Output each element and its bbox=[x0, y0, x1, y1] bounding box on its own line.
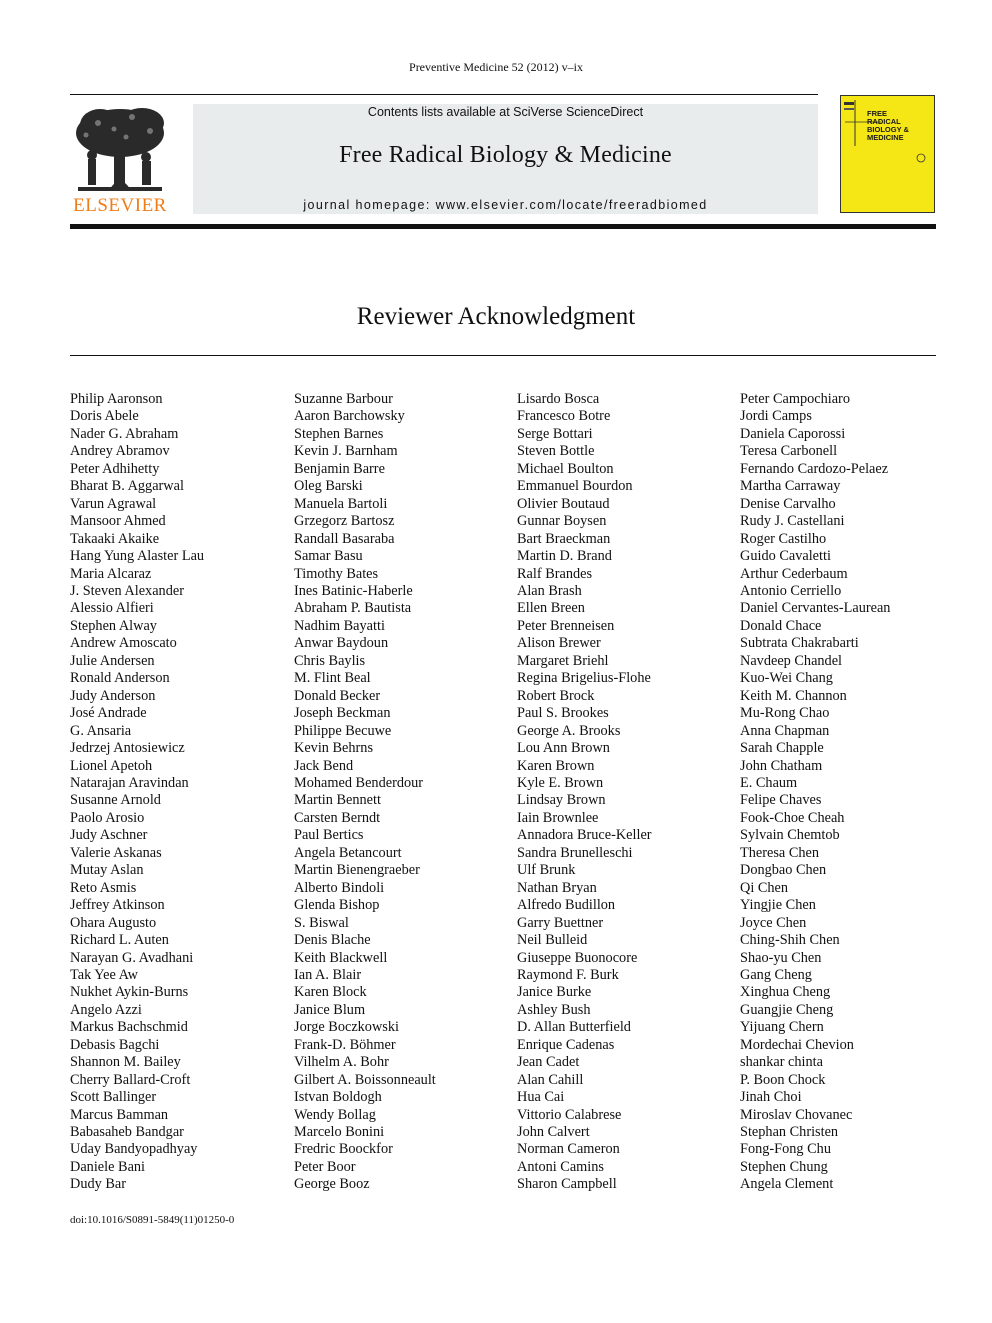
reviewer-name: Fong-Fong Chu bbox=[740, 1141, 831, 1158]
reviewer-name: Tak Yee Aw bbox=[70, 966, 138, 983]
reviewer-name: Mutay Aslan bbox=[70, 862, 144, 879]
reviewer-name: Valerie Askanas bbox=[70, 844, 162, 861]
reviewer-name: Nukhet Aykin-Burns bbox=[70, 984, 189, 1001]
reviewer-name: Alan Brash bbox=[517, 582, 582, 599]
reviewer-name: Debasis Bagchi bbox=[70, 1036, 160, 1053]
reviewer-name: Fook-Choe Cheah bbox=[740, 809, 845, 826]
reviewer-name: Xinghua Cheng bbox=[740, 984, 831, 1001]
cover-title-line: RADICAL bbox=[867, 117, 901, 126]
reviewer-name: Robert Brock bbox=[517, 687, 595, 704]
reviewer-name: Peter Boor bbox=[294, 1158, 356, 1175]
reviewer-name: Dudy Bar bbox=[70, 1176, 126, 1193]
reviewer-name: John Calvert bbox=[517, 1124, 590, 1141]
reviewer-name: Jack Bend bbox=[294, 757, 354, 774]
reviewer-name: Michael Boulton bbox=[517, 460, 614, 477]
reviewer-name: Sharon Campbell bbox=[517, 1176, 617, 1193]
reviewer-name: D. Allan Butterfield bbox=[517, 1019, 631, 1036]
reviewer-name: Serge Bottari bbox=[517, 425, 593, 442]
reviewer-name: Aaron Barchowsky bbox=[294, 408, 405, 425]
reviewer-name: Sarah Chapple bbox=[740, 740, 824, 757]
reviewer-name: Varun Agrawal bbox=[70, 495, 157, 512]
reviewer-name: Guido Cavaletti bbox=[740, 548, 831, 565]
reviewer-name: Wendy Bollag bbox=[294, 1106, 376, 1123]
reviewer-name: Stephen Barnes bbox=[294, 425, 384, 442]
reviewer-name: Kuo-Wei Chang bbox=[740, 670, 833, 687]
reviewer-name: Peter Adhihetty bbox=[70, 460, 160, 477]
reviewer-name: Judy Aschner bbox=[70, 827, 148, 844]
reviewer-name: Susanne Arnold bbox=[70, 792, 161, 809]
reviewer-name: Mordechai Chevion bbox=[740, 1036, 854, 1053]
reviewer-name: Donald Chace bbox=[740, 617, 822, 634]
reviewer-name: Joseph Beckman bbox=[294, 705, 391, 722]
reviewer-name: Janice Burke bbox=[517, 984, 592, 1001]
reviewer-name: Benjamin Barre bbox=[294, 460, 385, 477]
reviewer-name: Samar Basu bbox=[294, 548, 363, 565]
reviewer-name: Vittorio Calabrese bbox=[517, 1106, 622, 1123]
reviewer-name: Jordi Camps bbox=[740, 408, 812, 425]
reviewer-name: Sandra Brunelleschi bbox=[517, 844, 633, 861]
reviewer-name: Frank-D. Böhmer bbox=[294, 1036, 396, 1053]
reviewer-name: Keith Blackwell bbox=[294, 949, 388, 966]
reviewer-name: Shannon M. Bailey bbox=[70, 1054, 181, 1071]
reviewer-name: Marcus Bamman bbox=[70, 1106, 169, 1123]
reviewer-name: shankar chinta bbox=[740, 1054, 823, 1071]
reviewer-name: Nader G. Abraham bbox=[70, 425, 179, 442]
reviewer-name: Yingjie Chen bbox=[740, 897, 816, 914]
reviewer-name: Neil Bulleid bbox=[517, 932, 588, 949]
reviewer-name: Martin D. Brand bbox=[517, 548, 612, 565]
reviewer-name: Takaaki Akaike bbox=[70, 530, 160, 547]
reviewer-name: Scott Ballinger bbox=[70, 1089, 157, 1106]
reviewer-name: Garry Buettner bbox=[517, 914, 604, 931]
reviewer-name: Martin Bienengraeber bbox=[294, 862, 420, 879]
reviewer-name: Francesco Botre bbox=[517, 408, 611, 425]
reviewer-name: Yijuang Chern bbox=[740, 1019, 824, 1036]
reviewer-name: Enrique Cadenas bbox=[517, 1036, 615, 1053]
reviewer-name: Lisardo Bosca bbox=[517, 391, 600, 407]
reviewer-name: Olivier Boutaud bbox=[517, 495, 610, 512]
reviewer-name: Grzegorz Bartosz bbox=[294, 513, 395, 530]
reviewer-name: Rudy J. Castellani bbox=[740, 513, 845, 530]
reviewer-column bbox=[740, 391, 960, 1194]
reviewer-name: Denise Carvalho bbox=[740, 495, 836, 512]
reviewer-name: Kyle E. Brown bbox=[517, 774, 604, 791]
journal-cover bbox=[840, 95, 935, 213]
reviewer-name: Abraham P. Bautista bbox=[294, 600, 412, 617]
reviewer-name: Jorge Boczkowski bbox=[294, 1019, 399, 1036]
reviewer-name: Lindsay Brown bbox=[517, 792, 606, 809]
reviewer-name: Dongbao Chen bbox=[740, 862, 827, 879]
reviewer-name: Marcelo Bonini bbox=[294, 1124, 385, 1141]
reviewer-name: Babasaheb Bandgar bbox=[70, 1124, 184, 1141]
reviewer-name: Stephan Christen bbox=[740, 1124, 839, 1141]
reviewer-name: P. Boon Chock bbox=[740, 1071, 826, 1088]
reviewer-name: Bart Braeckman bbox=[517, 530, 611, 547]
reviewer-name: J. Steven Alexander bbox=[70, 582, 184, 599]
reviewer-name: Philip Aaronson bbox=[70, 391, 163, 407]
reviewer-name: Philippe Becuwe bbox=[294, 722, 392, 739]
reviewer-name: Nadhim Bayatti bbox=[294, 617, 385, 634]
reviewer-name: Margaret Briehl bbox=[517, 652, 609, 669]
reviewer-name: Stephen Chung bbox=[740, 1158, 828, 1175]
cover-title bbox=[867, 110, 909, 142]
reviewer-name: Uday Bandyopadhyay bbox=[70, 1141, 198, 1158]
reviewer-name: Angela Betancourt bbox=[294, 844, 402, 861]
reviewer-name: Miroslav Chovanec bbox=[740, 1106, 853, 1123]
reviewer-name: Paul S. Brookes bbox=[517, 705, 609, 722]
reviewer-column bbox=[294, 391, 514, 1194]
reviewer-name: Joyce Chen bbox=[740, 914, 807, 931]
reviewer-name: Ashley Bush bbox=[517, 1001, 591, 1018]
reviewer-name: Fernando Cardozo-Pelaez bbox=[740, 460, 889, 477]
reviewer-name: Qi Chen bbox=[740, 879, 789, 896]
reviewer-name: Mansoor Ahmed bbox=[70, 513, 166, 530]
reviewer-name: Ronald Anderson bbox=[70, 670, 170, 687]
header-thick-rule bbox=[70, 224, 936, 229]
reviewer-name: G. Ansaria bbox=[70, 722, 132, 739]
reviewer-name: Kevin Behrns bbox=[294, 740, 374, 757]
reviewer-name: Anwar Baydoun bbox=[294, 635, 389, 652]
reviewer-name: Daniel Cervantes-Laurean bbox=[740, 600, 891, 617]
reviewer-name: E. Chaum bbox=[740, 774, 798, 791]
reviewer-list bbox=[70, 391, 936, 1201]
reviewer-name: Subtrata Chakrabarti bbox=[740, 635, 859, 652]
contents-line[interactable]: Contents lists available at SciVerse ScienceDirect bbox=[367, 105, 644, 119]
publisher-name: ELSEVIER bbox=[73, 195, 167, 216]
reviewer-name: Vilhelm A. Bohr bbox=[294, 1054, 389, 1071]
title-rule bbox=[70, 355, 936, 356]
reviewer-name: Hua Cai bbox=[517, 1089, 565, 1106]
reviewer-name: Norman Cameron bbox=[517, 1141, 620, 1158]
reviewer-name: Hang Yung Alaster Lau bbox=[70, 548, 205, 565]
reviewer-name: Arthur Cederbaum bbox=[740, 565, 848, 582]
reviewer-name: Shao-yu Chen bbox=[740, 949, 822, 966]
reviewer-name: Martin Bennett bbox=[294, 792, 381, 809]
reviewer-name: Jean Cadet bbox=[517, 1054, 580, 1071]
reviewer-name: Karen Brown bbox=[517, 757, 595, 774]
reviewer-name: Sylvain Chemtob bbox=[740, 827, 840, 844]
reviewer-name: Raymond F. Burk bbox=[517, 966, 619, 983]
reviewer-name: Bharat B. Aggarwal bbox=[70, 478, 184, 495]
reviewer-name: Maria Alcaraz bbox=[70, 565, 152, 582]
elsevier-tree-icon bbox=[70, 103, 170, 195]
reviewer-name: Theresa Chen bbox=[740, 844, 819, 861]
running-head: Preventive Medicine 52 (2012) v–ix bbox=[409, 60, 583, 74]
reviewer-name: Daniele Bani bbox=[70, 1158, 146, 1175]
reviewer-name: Richard L. Auten bbox=[70, 932, 169, 949]
reviewer-name: Roger Castilho bbox=[740, 530, 827, 547]
article-title: Reviewer Acknowledgment bbox=[356, 303, 636, 330]
reviewer-name: Steven Bottle bbox=[517, 443, 595, 460]
reviewer-name: Judy Anderson bbox=[70, 687, 156, 704]
reviewer-name: Annadora Bruce-Keller bbox=[517, 827, 652, 844]
reviewer-name: Lionel Apetoh bbox=[70, 757, 153, 774]
reviewer-name: Gilbert A. Boissonneault bbox=[294, 1071, 436, 1088]
reviewer-name: Ines Batinic-Haberle bbox=[294, 582, 413, 599]
reviewer-name: Martha Carraway bbox=[740, 478, 841, 495]
reviewer-name: Ian A. Blair bbox=[294, 966, 362, 983]
reviewer-name: Janice Blum bbox=[294, 1001, 366, 1018]
reviewer-name: Keith M. Channon bbox=[740, 687, 847, 704]
reviewer-name: Denis Blache bbox=[294, 932, 371, 949]
reviewer-name: Ralf Brandes bbox=[517, 565, 593, 582]
reviewer-name: Markus Bachschmid bbox=[70, 1019, 188, 1036]
reviewer-name: Gang Cheng bbox=[740, 966, 812, 983]
reviewer-name: Jeffrey Atkinson bbox=[70, 897, 165, 914]
reviewer-name: Oleg Barski bbox=[294, 478, 363, 495]
reviewer-name: Mohamed Benderdour bbox=[294, 774, 424, 791]
reviewer-name: Andrew Amoscato bbox=[70, 635, 177, 652]
reviewer-name: Karen Block bbox=[294, 984, 367, 1001]
reviewer-name: Ellen Breen bbox=[517, 600, 585, 617]
reviewer-name: Alan Cahill bbox=[517, 1071, 584, 1088]
journal-title: Free Radical Biology & Medicine bbox=[339, 142, 672, 168]
reviewer-name: Carsten Berndt bbox=[294, 809, 381, 826]
reviewer-name: Mu-Rong Chao bbox=[740, 705, 830, 722]
reviewer-name: Paolo Arosio bbox=[70, 809, 145, 826]
reviewer-name: Teresa Carbonell bbox=[740, 443, 838, 460]
reviewer-name: Donald Becker bbox=[294, 687, 381, 704]
reviewer-name: Angela Clement bbox=[740, 1176, 834, 1193]
journal-banner bbox=[193, 104, 818, 214]
reviewer-name: Stephen Alway bbox=[70, 617, 157, 634]
reviewer-name: Angelo Azzi bbox=[70, 1001, 142, 1018]
reviewer-name: George Booz bbox=[294, 1176, 370, 1193]
reviewer-name: George A. Brooks bbox=[517, 722, 621, 739]
reviewer-name: Antoni Camins bbox=[517, 1158, 604, 1175]
reviewer-name: Julie Andersen bbox=[70, 652, 155, 669]
reviewer-name: John Chatham bbox=[740, 757, 823, 774]
reviewer-name: Anna Chapman bbox=[740, 722, 830, 739]
reviewer-name: Peter Campochiaro bbox=[740, 391, 850, 407]
cover-title-line: FREE bbox=[867, 109, 888, 118]
reviewer-name: Fredric Boockfor bbox=[294, 1141, 393, 1158]
reviewer-name: Ohara Augusto bbox=[70, 914, 157, 931]
reviewer-name: Paul Bertics bbox=[294, 827, 364, 844]
journal-homepage[interactable]: journal homepage: www.elsevier.com/locate/freeradbiomed bbox=[303, 198, 708, 212]
reviewer-name: Ulf Brunk bbox=[517, 862, 576, 879]
reviewer-name: Giuseppe Buonocore bbox=[517, 949, 638, 966]
reviewer-name: Glenda Bishop bbox=[294, 897, 380, 914]
reviewer-name: Timothy Bates bbox=[294, 565, 379, 582]
reviewer-name: Cherry Ballard-Croft bbox=[70, 1071, 191, 1088]
reviewer-name: Ching-Shih Chen bbox=[740, 932, 840, 949]
elsevier-logo bbox=[70, 103, 170, 215]
reviewer-column bbox=[517, 391, 737, 1194]
reviewer-name: Manuela Bartoli bbox=[294, 495, 388, 512]
reviewer-name: S. Biswal bbox=[294, 914, 349, 931]
reviewer-name: Nathan Bryan bbox=[517, 879, 597, 896]
reviewer-name: Kevin J. Barnham bbox=[294, 443, 398, 460]
reviewer-name: Alfredo Budillon bbox=[517, 897, 616, 914]
reviewer-name: Daniela Caporossi bbox=[740, 425, 846, 442]
reviewer-name: Reto Asmis bbox=[70, 879, 137, 896]
doi[interactable]: doi:10.1016/S0891-5849(11)01250-0 bbox=[70, 1214, 235, 1226]
reviewer-name: Antonio Cerriello bbox=[740, 582, 842, 599]
reviewer-name: Natarajan Aravindan bbox=[70, 774, 189, 791]
reviewer-name: Jedrzej Antosiewicz bbox=[70, 740, 185, 757]
reviewer-name: Navdeep Chandel bbox=[740, 652, 843, 669]
reviewer-name: Gunnar Boysen bbox=[517, 513, 607, 530]
reviewer-name: Narayan G. Avadhani bbox=[70, 949, 194, 966]
header-rule bbox=[70, 94, 818, 95]
reviewer-name: Suzanne Barbour bbox=[294, 391, 393, 407]
reviewer-name: Istvan Boldogh bbox=[294, 1089, 382, 1106]
reviewer-name: Randall Basaraba bbox=[294, 530, 395, 547]
reviewer-name: Emmanuel Bourdon bbox=[517, 478, 633, 495]
reviewer-name: Lou Ann Brown bbox=[517, 740, 610, 757]
reviewer-name: Doris Abele bbox=[70, 408, 139, 425]
reviewer-name: Peter Brenneisen bbox=[517, 617, 615, 634]
reviewer-name: Chris Baylis bbox=[294, 652, 366, 669]
cover-title-line: MEDICINE bbox=[867, 133, 904, 142]
reviewer-name: Iain Brownlee bbox=[517, 809, 599, 826]
reviewer-column bbox=[70, 391, 290, 1194]
reviewer-name: José Andrade bbox=[70, 705, 147, 722]
reviewer-name: Guangjie Cheng bbox=[740, 1001, 834, 1018]
reviewer-name: Alessio Alfieri bbox=[70, 600, 154, 617]
reviewer-name: Felipe Chaves bbox=[740, 792, 822, 809]
reviewer-name: Andrey Abramov bbox=[70, 443, 170, 460]
reviewer-name: Jinah Choi bbox=[740, 1089, 802, 1106]
reviewer-name: Regina Brigelius-Flohe bbox=[517, 670, 651, 687]
reviewer-name: Alison Brewer bbox=[517, 635, 601, 652]
reviewer-name: Alberto Bindoli bbox=[294, 879, 385, 896]
reviewer-name: M. Flint Beal bbox=[294, 670, 371, 687]
cover-title-line: BIOLOGY & bbox=[867, 125, 909, 134]
